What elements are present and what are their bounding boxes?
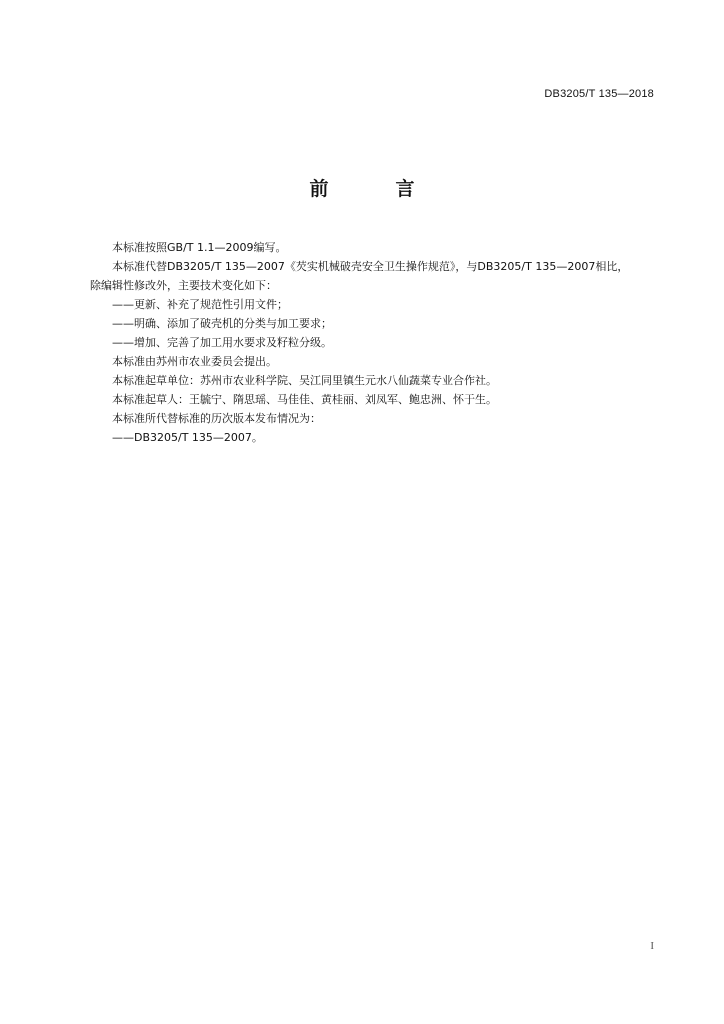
paragraph-drafters: 本标准起草人：王毓宁、隋思瑶、马佳佳、黄桂丽、刘凤军、鲍忠洲、怀于生。 bbox=[112, 393, 497, 406]
paragraph-replacement-continued: 除编辑性修改外，主要技术变化如下： bbox=[90, 279, 277, 292]
change-item: ——更新、补充了规范性引用文件； bbox=[112, 298, 288, 311]
foreword-body bbox=[90, 238, 666, 447]
document-code: DB3205/T 135—2018 bbox=[544, 88, 654, 100]
page-number: I bbox=[650, 940, 654, 952]
change-item: ——明确、添加了破壳机的分类与加工要求； bbox=[112, 317, 332, 330]
paragraph-replacement: 本标准代替DB3205/T 135—2007《芡实机械破壳安全卫生操作规范》，与DB3205/T 135—2007相比， bbox=[112, 260, 629, 273]
version-history-item: ——DB3205/T 135—2007。 bbox=[112, 431, 263, 444]
paragraph-drafting-rule: 本标准按照GB/T 1.1—2009编写。 bbox=[112, 241, 287, 254]
change-item: ——增加、完善了加工用水要求及籽粒分级。 bbox=[112, 336, 332, 349]
paragraph-proposer: 本标准由苏州市农业委员会提出。 bbox=[112, 355, 277, 368]
paragraph-version-history: 本标准所代替标准的历次版本发布情况为： bbox=[112, 412, 321, 425]
paragraph-drafting-units: 本标准起草单位：苏州市农业科学院、吴江同里镇生元水八仙蔬菜专业合作社。 bbox=[112, 374, 497, 387]
section-title: 前 言 bbox=[309, 178, 439, 200]
